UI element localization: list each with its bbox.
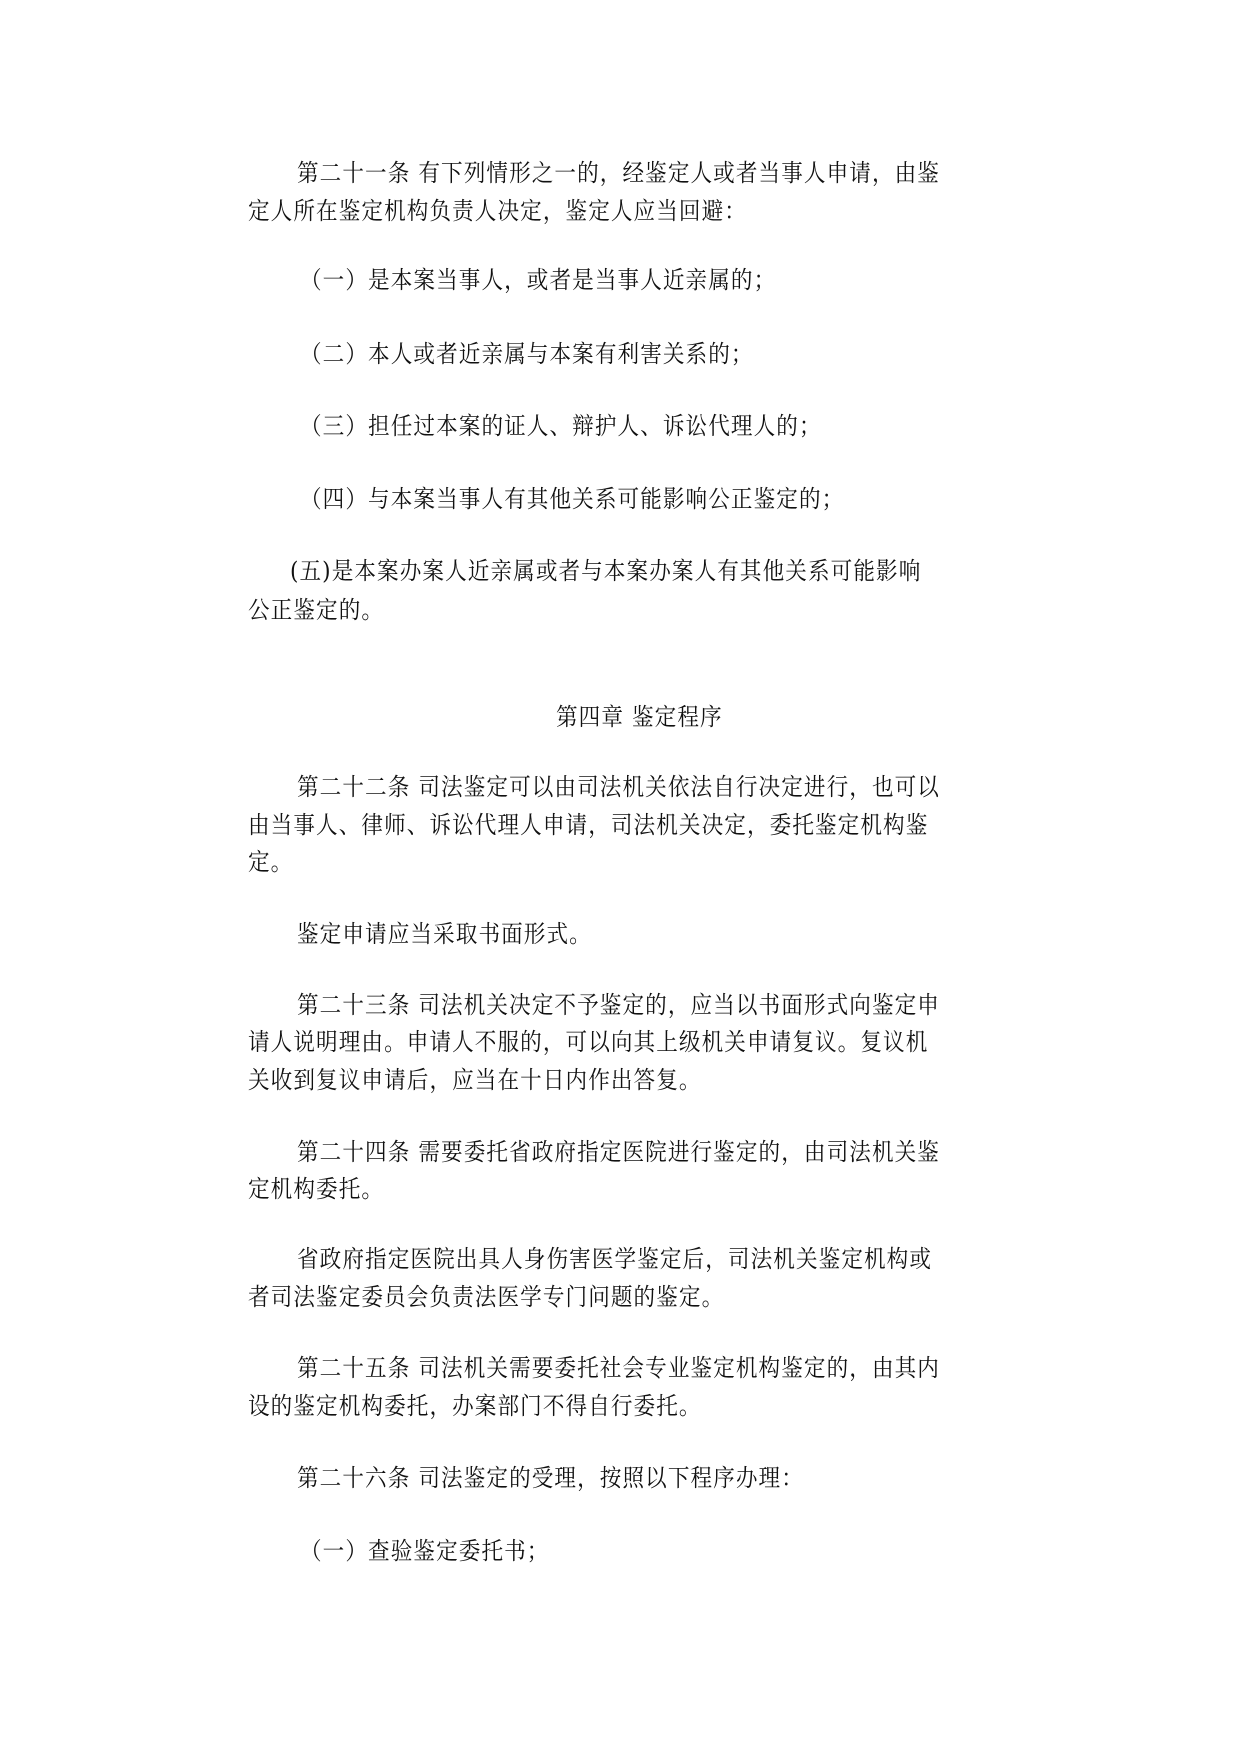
article-22-paragraph-2: 鉴定申请应当采取书面形式。: [297, 920, 592, 948]
article-23-line: 关收到复议申请后，应当在十日内作出答复。: [248, 1066, 702, 1094]
article-23-line: 请人说明理由。申请人不服的，可以向其上级机关申请复议。复议机: [248, 1028, 929, 1056]
article-21-item: （四）与本案当事人有其他关系可能影响公正鉴定的；: [300, 485, 845, 513]
article-24-line: 定机构委托。: [248, 1175, 385, 1203]
article-23-line: 第二十三条 司法机关决定不予鉴定的，应当以书面形式向鉴定申: [297, 991, 940, 1019]
article-21-line: 第二十一条 有下列情形之一的，经鉴定人或者当事人申请，由鉴: [297, 159, 940, 187]
article-26-line: 第二十六条 司法鉴定的受理，按照以下程序办理：: [297, 1464, 804, 1492]
article-25-line: 第二十五条 司法机关需要委托社会专业鉴定机构鉴定的，由其内: [297, 1354, 940, 1382]
article-26-item: （一）查验鉴定委托书；: [300, 1537, 550, 1565]
article-22-line: 第二十二条 司法鉴定可以由司法机关依法自行决定进行，也可以: [297, 773, 940, 801]
article-21-item: （二）本人或者近亲属与本案有利害关系的；: [300, 340, 754, 368]
article-24-paragraph-2: 者司法鉴定委员会负责法医学专门问题的鉴定。: [248, 1283, 725, 1311]
article-21-line: 定人所在鉴定机构负责人决定，鉴定人应当回避：: [248, 197, 747, 225]
article-24-line: 第二十四条 需要委托省政府指定医院进行鉴定的，由司法机关鉴: [297, 1138, 940, 1166]
article-21-item: （三）担任过本案的证人、辩护人、诉讼代理人的；: [300, 412, 822, 440]
article-22-line: 由当事人、律师、诉讼代理人申请，司法机关决定，委托鉴定机构鉴: [248, 811, 929, 839]
article-21-item-5: (五)是本案办案人近亲属或者与本案办案人有其他关系可能影响: [290, 557, 922, 585]
article-21-item-5: 公正鉴定的。: [248, 596, 385, 624]
article-22-line: 定。: [248, 848, 294, 876]
article-21-item: （一）是本案当事人，或者是当事人近亲属的；: [300, 266, 777, 294]
article-25-line: 设的鉴定机构委托，办案部门不得自行委托。: [248, 1392, 702, 1420]
chapter-heading: 第四章 鉴定程序: [556, 703, 723, 731]
article-24-paragraph-2: 省政府指定医院出具人身伤害医学鉴定后，司法机关鉴定机构或: [297, 1245, 933, 1273]
